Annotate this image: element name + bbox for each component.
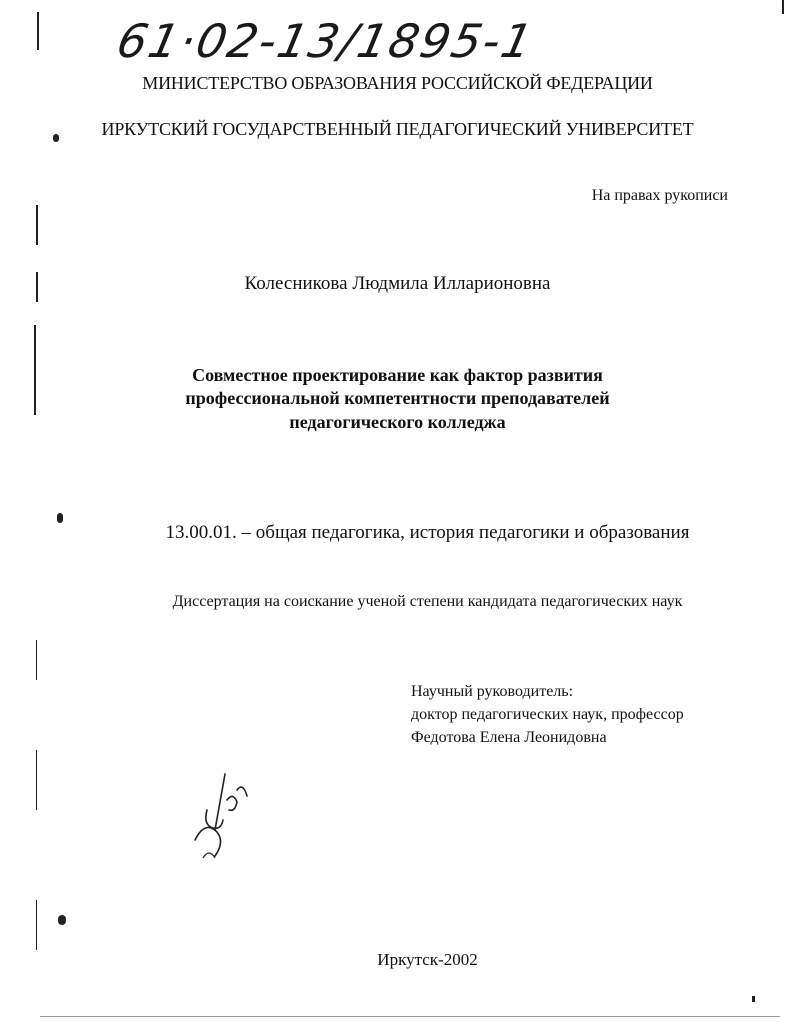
handwritten-signature — [185, 770, 255, 865]
supervisor-name: Федотова Елена Леонидовна — [411, 729, 607, 746]
degree-statement: Диссертация на соискание ученой степени кандидата педагогических наук — [172, 593, 683, 610]
dissertation-title-line-2: профессиональной компетентности преподавателей — [185, 388, 610, 408]
ministry-heading: МИНИСТЕРСТВО ОБРАЗОВАНИЯ РОССИЙСКОЙ ФЕДЕРАЦИИ — [142, 73, 653, 93]
scan-binding-line — [36, 205, 38, 245]
dissertation-title-line-1: Совместное проектирование как фактор развития — [192, 365, 603, 385]
supervisor-label: Научный руководитель: — [411, 683, 574, 700]
manuscript-note: На правах рукописи — [591, 187, 728, 204]
archive-number-handwritten: 61·02-13/1895-1 — [112, 14, 539, 68]
scan-bottom-edge — [40, 1016, 780, 1017]
scan-punch-dot — [58, 915, 66, 925]
dissertation-title-line-3: педагогического колледжа — [289, 412, 506, 432]
supervisor-rank: доктор педагогических наук, профессор — [411, 706, 684, 723]
specialty-code: 13.00.01. – общая педагогика, история педагогики и образования — [165, 522, 690, 543]
scan-binding-line — [36, 900, 37, 950]
author-name: Колесникова Людмила Илларионовна — [244, 273, 551, 294]
scan-corner-mark — [752, 996, 755, 1002]
scan-top-right-mark — [782, 0, 784, 14]
scan-binding-line-top — [37, 12, 39, 50]
scan-binding-line — [36, 750, 37, 810]
scan-binding-line — [36, 640, 37, 680]
city-year: Иркутск-2002 — [377, 950, 478, 969]
university-heading: ИРКУТСКИЙ ГОСУДАРСТВЕННЫЙ ПЕДАГОГИЧЕСКИЙ УНИВЕРСИТЕТ — [101, 119, 694, 139]
